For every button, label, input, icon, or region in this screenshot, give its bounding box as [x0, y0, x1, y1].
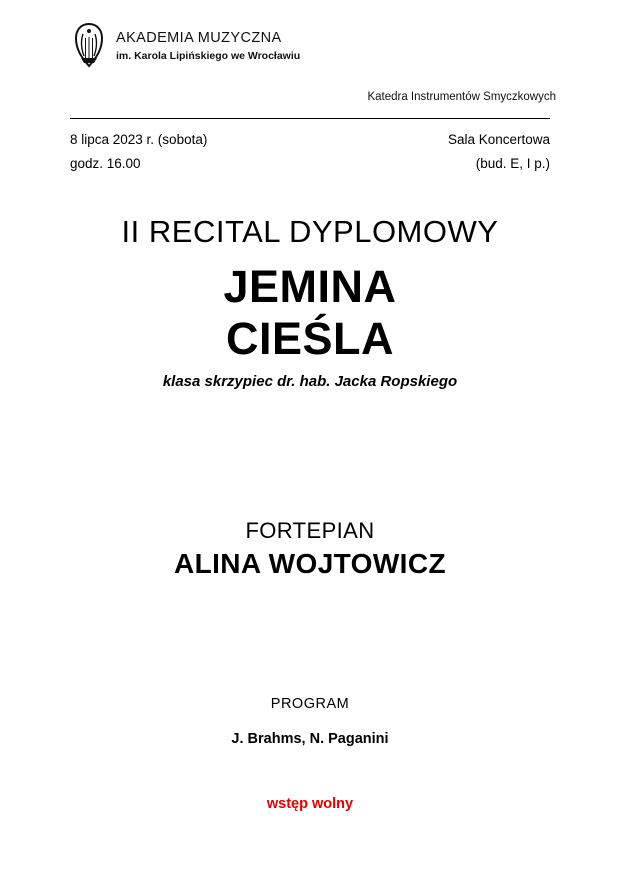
header	[0, 22, 620, 70]
event-meta	[70, 128, 550, 175]
event-date: 8 lipca 2023 r. (sobota)	[70, 132, 208, 147]
admission-note: wstęp wolny	[266, 796, 354, 812]
event-venue	[448, 128, 550, 175]
performer-first-name: JEMINA	[223, 261, 397, 313]
program-composers: J. Brahms, N. Paganini	[231, 731, 389, 747]
department-label: Katedra Instrumentów Smyczkowych	[367, 91, 556, 103]
event-datetime	[70, 128, 207, 175]
institution-name: AKADEMIA MUZYCZNA	[116, 30, 282, 47]
accompanist-block	[0, 518, 620, 580]
institution-subtitle: im. Karola Lipińskiego we Wrocławiu	[116, 49, 301, 62]
program-label: PROGRAM	[270, 696, 350, 712]
recital-title: II RECITAL DYPLOMOWY	[121, 214, 499, 249]
program-block	[0, 696, 620, 747]
event-time: godz. 16.00	[70, 155, 141, 171]
title-block	[0, 215, 620, 390]
venue-name: Sala Koncertowa	[447, 132, 550, 147]
accompanist-name: ALINA WOJTOWICZ	[174, 548, 446, 579]
performer-last-name: CIEŚLA	[225, 312, 394, 364]
institution-logo	[72, 22, 300, 70]
performer-class: klasa skrzypiec dr. hab. Jacka Ropskiego	[162, 372, 458, 390]
lyre-icon	[72, 22, 106, 70]
venue-detail: (bud. E, I p.)	[475, 155, 550, 171]
accompanist-label: FORTEPIAN	[245, 518, 375, 543]
header-divider	[70, 118, 550, 119]
institution-wordmark	[116, 29, 300, 62]
